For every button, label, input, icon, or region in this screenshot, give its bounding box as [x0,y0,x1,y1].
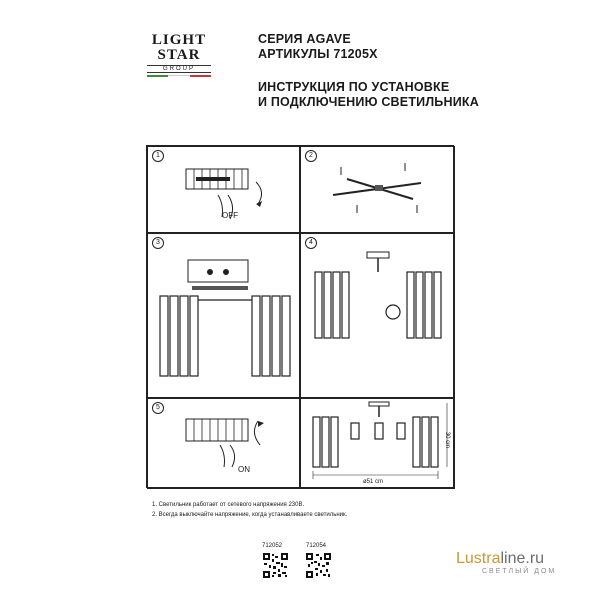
step-4-number: 4 [305,237,317,249]
italian-flag [147,75,211,77]
product-header [258,32,378,62]
notes [152,500,347,520]
lustraline-brand [456,550,556,575]
logo-line-2: STAR [157,47,201,63]
step-4-panel [300,233,455,398]
instruction-title [258,80,479,110]
wiring-connection-illustration [148,234,300,398]
qr-code-712052 [263,553,288,578]
note-1: 1. Светильник работает от сетевого напряжения 230В. [152,502,305,508]
brand-name-part-b: line.ru [500,550,545,567]
step-2-number: 2 [305,150,317,162]
title-line-1: ИНСТРУКЦИЯ ПО УСТАНОВКЕ [258,80,450,94]
bulb-install-illustration [301,234,455,398]
articles-text: АРТИКУЛЫ 71205X [258,47,378,61]
code-712054: 712054 [306,543,327,549]
logo-line-1: LIGHT [151,32,207,48]
brand-name-part-a: Lustra [456,550,501,567]
title-line-2: И ПОДКЛЮЧЕНИЮ СВЕТИЛЬНИКА [258,95,479,109]
instruction-steps-grid [146,145,454,488]
step-5-number: 5 [152,402,164,414]
breaker-off-illustration [148,147,300,233]
note-2: 2. Всегда выключайте напряжение, когда устанавливаете светильник. [152,512,348,518]
brand-tagline: СВЕТЛЫЙ ДОМ [482,568,557,575]
step-3-number: 3 [152,237,164,249]
step-5-panel [147,398,300,489]
step-1-number: 1 [152,150,164,162]
on-label: ON [238,465,250,474]
step-1-panel [147,146,300,233]
off-label: OFF [222,211,238,220]
logo-line-3: GROUP [147,65,211,73]
diameter-dimension: ø51 cm [363,479,384,485]
series-text: СЕРИЯ AGAVE [258,32,351,46]
dimensions-panel [300,398,455,489]
step-3-panel [147,233,300,398]
code-712052: 712052 [262,543,283,549]
step-2-panel [300,146,455,233]
mounting-bracket-illustration [301,147,455,233]
breaker-on-illustration [148,399,300,489]
dimensions-illustration [301,399,455,489]
qr-code-712054 [306,553,331,578]
height-dimension: 30 cm [444,431,451,449]
lightstar-logo [147,33,211,77]
